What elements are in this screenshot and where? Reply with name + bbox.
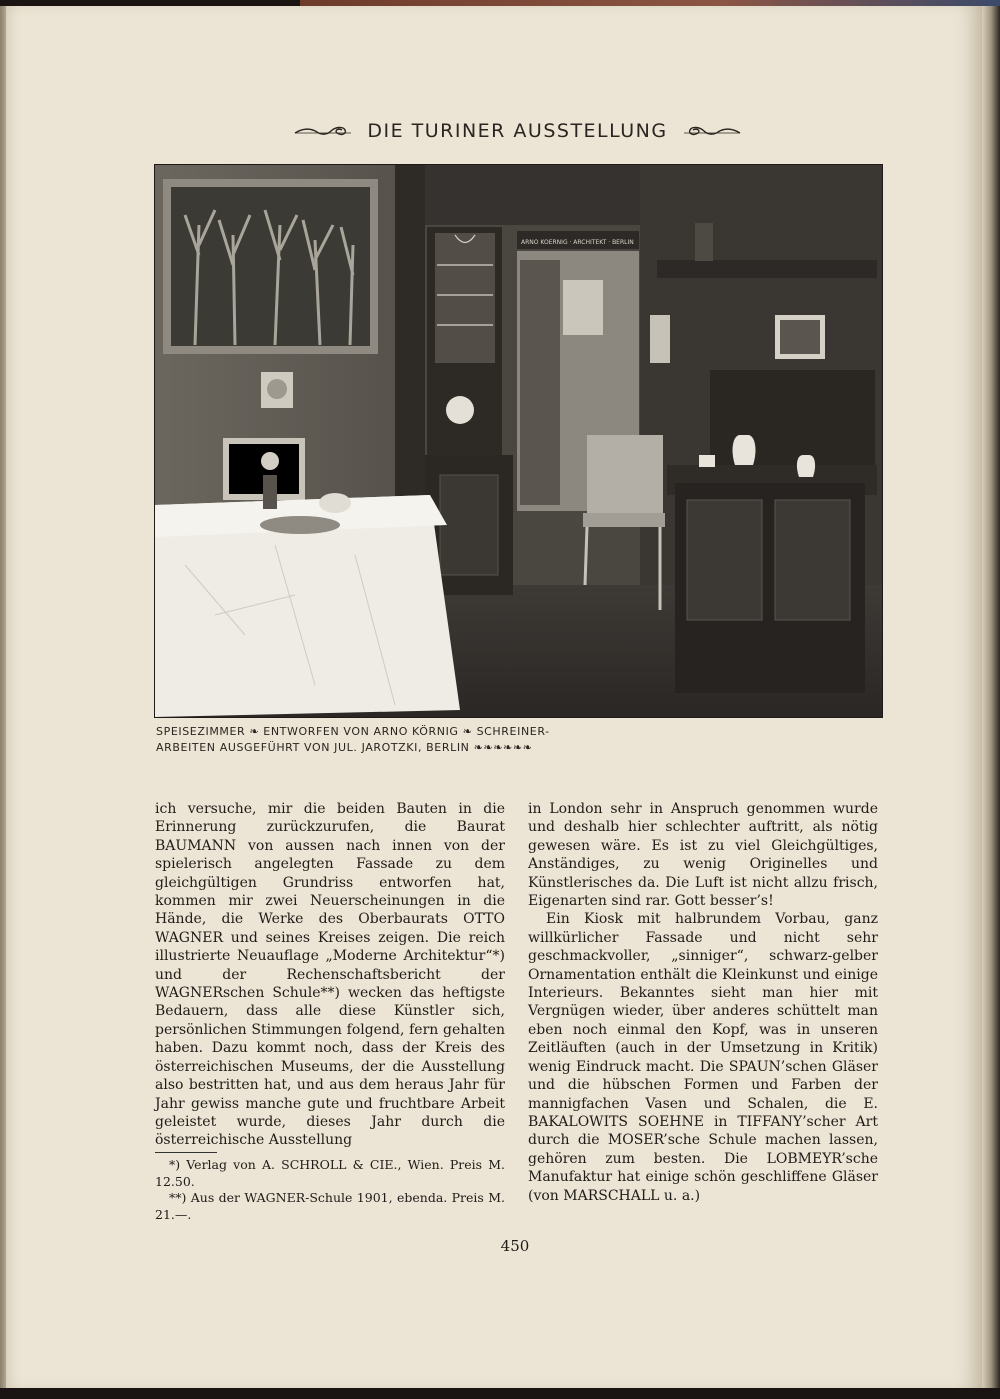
doorway-picture [563,280,603,335]
right-ornament-icon [682,122,742,140]
footnote-rule [155,1152,217,1153]
photo-caption [156,724,586,756]
cup [699,455,715,467]
footnote-2: **) Aus der WAGNER-Schule 1901, ebenda. Preis M. 21.—. [155,1190,505,1222]
chair-seat [583,513,665,527]
shelf-vase [695,223,713,261]
running-header-title: DIE TURINER AUSSTELLUNG [367,120,668,142]
flower-vase [263,475,277,509]
coffee-pot [733,435,756,465]
architect-sign: ARNO KOERNIG · ARCHITEKT · BERLIN [521,239,634,246]
caption-line-1: SPEISEZIMMER ❧ ENTWORFEN VON ARNO KÖRNIG ❧ SCHREINER- [156,725,550,738]
right-paragraph-1: in London sehr in Anspruch genommen wurde und deshalb hier schlechter auftritt, als nötig gewesen wäre. Es ist zu viel Gleichgültiges, Anständiges, zu wenig Originelles und Künstlerisches da. Die Luft ist nicht allzu frisch, Eigenarten sind rar. Gott besser’s! [528,801,878,910]
page-edge-shadow [982,6,1000,1388]
page-number: 450 [500,1237,530,1255]
left-ornament-icon [293,122,353,140]
left-paragraph-1: ich versuche, mir die beiden Bauten in die Erinnerung zurückzurufen, die Baurat BAUMANN von aussen nach innen von der spielerisch angelegten Fassade zu dem gleichgültigen Grundriss entworfen hat, kommen mir zwei Neuerscheinungen in die Hände, die Werke des Oberbaurats OTTO WAGNER und seines Kreises zeigen. Die reich illustrierte Neuauflage „Moderne Architektur“*) und der Rechenschaftsbericht der WAGNERschen Schule**) wecken das heftigste Bedauern, dass alle diese Künstler sich, persönlichen Stimmungen folgend, fern gehalten haben. Dazu kommt noch, dass der Kreis des österreichischen Museums, der die Ausstellung also bestritten hat, und aus dem heraus Jahr für Jahr gewiss manche gute und fruchtbare Arbeit geleistet wurde, dieses Jahr durch die österreichische Ausstellung [155,801,505,1149]
wall-shelf [657,260,877,278]
plate [260,516,340,534]
caption-line-2: ARBEITEN AUSGEFÜHRT VON JUL. JAROTZKI, BERLIN ❧❧❧❧❧❧ [156,741,533,754]
right-column [528,800,878,1205]
left-column [155,800,505,1150]
right-paragraph-2: Ein Kiosk mit halbrundem Vorbau, ganz willkürlicher Fassade und nicht sehr geschmackvoller, „sinniger“, schwarz-gelber Ornamentation enthält die Kleinkunst und einige Interieurs. Bekanntes sieht man hier mit Vergnügen wieder, über anderes schüttelt man eben noch einmal den Kopf, was in unseren Zeitläuften (auch in der Umsetzung in Kritik) wenig Eindruck macht. Die SPAUN’schen Gläser und die hübschen Formen und Farben der mannigfachen Vasen und Schalen, die E. BAKALOWITS SOEHNE in TIFFANY’scher Art durch die MOSER’sche Schule machen lassen, gehören zum besten. Die LOBMEYR’sche Manufaktur hat einige schön geschliffene Gläser (von MARSCHALL u. a.) [528,911,878,1204]
footnotes [155,1152,505,1223]
footnote-1: *) Verlag von A. SCHROLL & CIE., Wien. Preis M. 12.50. [155,1157,505,1189]
teapot [319,493,351,513]
milk-jug [797,455,815,477]
running-header [290,116,745,146]
dining-room-illustration [155,165,882,717]
flowers [261,452,279,470]
dining-room-photograph [154,164,883,718]
chair-back [587,435,663,519]
decorative-plate [446,396,474,424]
